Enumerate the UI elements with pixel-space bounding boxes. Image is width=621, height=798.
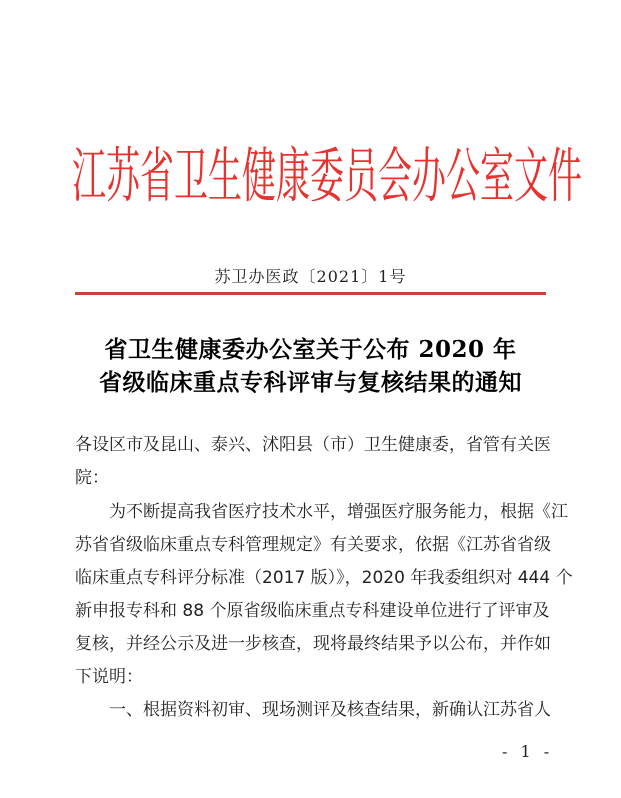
body-line-recipients-end: 院： — [75, 468, 109, 488]
issuer-char: 卫 — [174, 142, 208, 212]
issuer-char: 室 — [480, 142, 514, 212]
issuer-red-header — [72, 142, 582, 212]
issuer-char: 会 — [378, 142, 412, 212]
body-line: 为不断提高我省医疗技术水平，增强医疗服务能力，根据《江 — [109, 502, 568, 522]
issuer-char: 文 — [514, 142, 548, 212]
issuer-char: 康 — [276, 142, 310, 212]
body-line: 下说明： — [75, 667, 143, 687]
issuer-char: 江 — [72, 142, 106, 212]
issuer-char: 生 — [208, 142, 242, 212]
body-line-recipients: 各设区市及昆山、泰兴、沭阳县（市）卫生健康委，省管有关医 — [75, 435, 551, 455]
body-line: 新申报专科和 88 个原省级临床重点专科建设单位进行了评审及 — [75, 601, 550, 621]
document-number: 苏卫办医政〔2021〕1号 — [214, 267, 407, 286]
body-line: 临床重点专科评分标准（2017 版）》，2020 年我委组织对 444 个 — [75, 568, 573, 588]
issuer-char: 件 — [548, 142, 582, 212]
issuer-char: 健 — [242, 142, 276, 212]
issuer-char: 员 — [344, 142, 378, 212]
document-title-line-2: 省级临床重点专科评审与复核结果的通知 — [99, 369, 522, 396]
body-line: 苏省省级临床重点专科管理规定》有关要求，依据《江苏省省级 — [75, 535, 551, 555]
red-separator-line — [75, 292, 546, 295]
document-title-line-1: 省卫生健康委办公室关于公布 2020 年 — [104, 336, 517, 363]
body-line: 一、根据资料初审、现场测评及核查结果，新确认江苏省人 — [109, 700, 551, 720]
issuer-char: 公 — [446, 142, 480, 212]
issuer-char: 省 — [140, 142, 174, 212]
body-line: 复核，并经公示及进一步核查，现将最终结果予以公布，并作如 — [75, 634, 551, 654]
issuer-char: 苏 — [106, 142, 140, 212]
issuer-char: 委 — [310, 142, 344, 212]
issuer-char: 办 — [412, 142, 446, 212]
page-number: - 1 - — [502, 742, 554, 761]
